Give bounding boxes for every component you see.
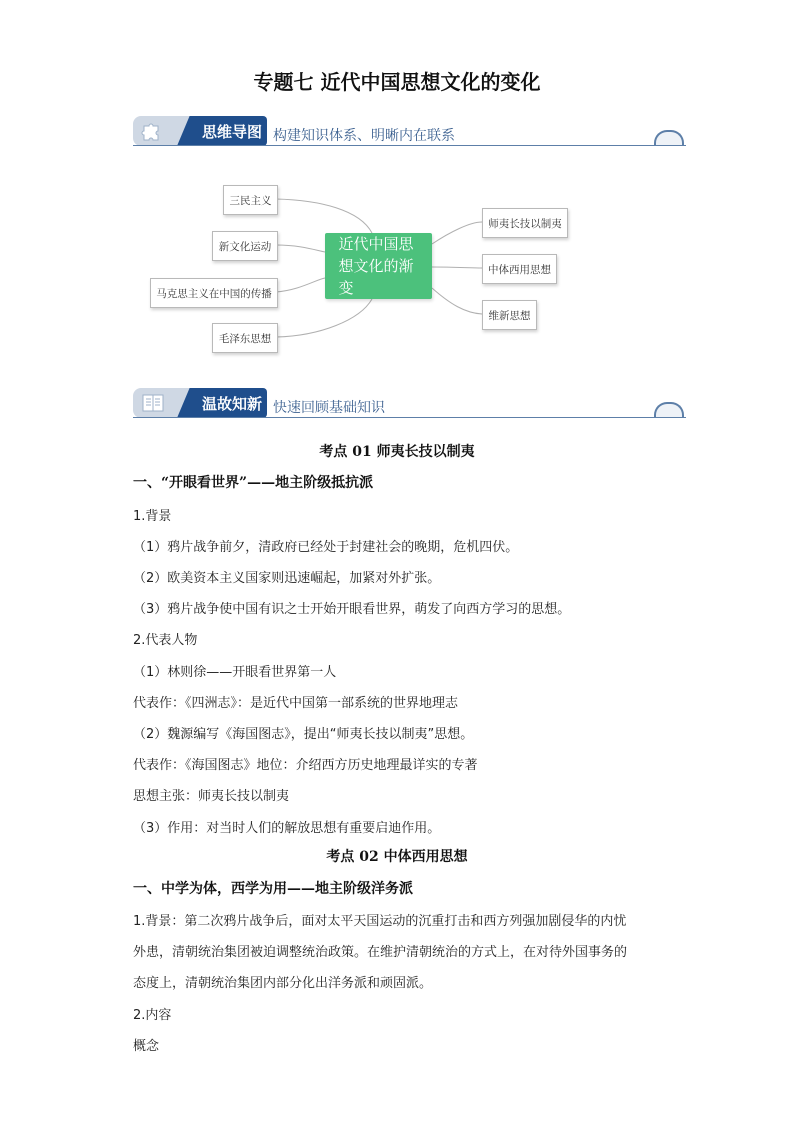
kp1-line: （3）鸦片战争使中国有识之士开始开眼看世界，萌发了向西方学习的思想。	[133, 602, 571, 617]
mindmap-node-left: 三民主义	[223, 185, 278, 215]
mindmap-node-right: 师夷长技以制夷	[482, 208, 568, 238]
kp1-line: 代表作：《海国图志》地位：介绍西方历史地理最详实的专著	[133, 758, 478, 773]
kp2-line: 外患，清朝统治集团被迫调整统治政策。在维护清朝统治的方式上，在对待外国事务的	[133, 945, 628, 960]
kp1-heading: 一、“开眼看世界”——地主阶级抵抗派	[133, 475, 374, 491]
banner-subtitle: 构建知识体系、明晰内在联系	[273, 128, 455, 144]
kp2-line: 态度上，清朝统治集团内部分化出洋务派和顽固派。	[133, 976, 433, 991]
kp2-heading: 一、中学为体，西学为用——地主阶级洋务派	[133, 881, 413, 897]
mindmap-center-node: 近代中国思想文化的渐变	[325, 233, 432, 299]
kp2-line: 1.背景：第二次鸦片战争后，面对太平天国运动的沉重打击和西方列强加剧侵华的内忧	[133, 914, 627, 929]
book-icon	[141, 392, 165, 414]
mindmap-node-right: 维新思想	[482, 300, 537, 330]
kp1-line: （2）魏源编写《海国图志》，提出“师夷长技以制夷”思想。	[133, 727, 474, 742]
banner-label: 温故知新	[201, 395, 262, 413]
mindmap-node-right: 中体西用思想	[482, 254, 557, 284]
mindmap-node-left: 毛泽东思想	[212, 323, 278, 353]
review-banner	[133, 384, 686, 424]
kp1-line: （1）鸦片战争前夕，清政府已经处于封建社会的晚期，危机四伏。	[133, 540, 519, 555]
mindmap-connectors	[0, 0, 794, 380]
kp1-line: （3）作用：对当时人们的解放思想有重要启迪作用。	[133, 821, 441, 836]
mindmap-node-left: 新文化运动	[212, 231, 278, 261]
kp1-line: 1.背景	[133, 509, 172, 524]
kp1-line: （1）林则徐——开眼看世界第一人	[133, 665, 337, 680]
kp1-title: 考点 01 师夷长技以制夷	[319, 444, 475, 460]
kp1-line: （2）欧美资本主义国家则迅速崛起，加紧对外扩张。	[133, 571, 441, 586]
kp1-line: 代表作：《四洲志》：是近代中国第一部系统的世界地理志	[133, 696, 459, 711]
page-title: 专题七 近代中国思想文化的变化	[253, 70, 541, 94]
kp1-line: 思想主张：师夷长技以制夷	[133, 789, 290, 804]
kp2-line: 概念	[133, 1039, 160, 1054]
banner-subtitle: 快速回顾基础知识	[273, 400, 385, 416]
kp2-line: 2.内容	[133, 1008, 172, 1023]
kp1-line: 2.代表人物	[133, 633, 198, 648]
mindmap-node-left: 马克思主义在中国的传播	[150, 278, 278, 308]
banner-label: 思维导图	[201, 123, 262, 141]
kp2-title: 考点 02 中体西用思想	[326, 849, 468, 865]
